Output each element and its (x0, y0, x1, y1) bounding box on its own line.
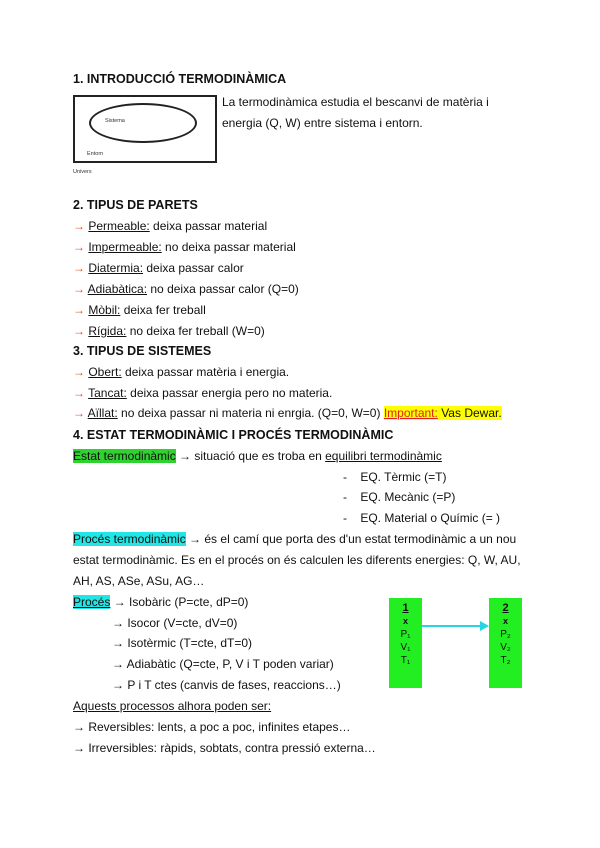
arrow-icon: → (73, 406, 88, 420)
eq-item (343, 470, 446, 484)
reversibles-line: → Reversibles: lents, a poc a poc, infinites etapes… (73, 720, 351, 734)
proces-term: Procés termodinàmic (73, 532, 186, 546)
section-2-title: 2. TIPUS DE PARETS (73, 198, 198, 212)
wall-term: Adiabàtica: (87, 282, 148, 296)
process-type: → Isotèrmic (T=cte, dT=0) (112, 636, 253, 650)
important-label: Important: (383, 406, 438, 420)
estat-definition (73, 449, 442, 463)
system-item (73, 365, 289, 379)
wall-text: no deixa fer treball (W=0) (126, 324, 265, 338)
process-type-text: → Isobàric (P=cte, dP=0) (110, 595, 249, 609)
aquests-heading: Aquests processos alhora poden ser: (73, 699, 272, 713)
wall-item (73, 240, 296, 254)
system-item (73, 406, 502, 420)
estat-term: Estat termodinàmic (73, 449, 176, 463)
eq-text: EQ. Tèrmic (=T) (360, 470, 447, 484)
system-text: no deixa passar ni materia ni enrgia. (Q=0, W=0) (117, 406, 384, 420)
system-text: deixa passar matèria i energia. (121, 365, 290, 379)
process-type: → Isocor (V=cte, dV=0) (112, 616, 238, 630)
wall-text: deixa passar material (149, 219, 268, 233)
state-1-t: T₁ (400, 655, 411, 666)
system-term: Obert: (88, 365, 122, 379)
wall-item (73, 324, 265, 338)
wall-text: no deixa passar calor (Q=0) (147, 282, 299, 296)
system-item (73, 386, 332, 400)
wall-item (73, 219, 267, 233)
wall-term: Impermeable: (88, 240, 162, 254)
state-2-t: T₂ (500, 655, 511, 666)
dash: - (343, 511, 361, 525)
important-text: Vas Dewar. (437, 406, 502, 420)
wall-term: Diatermia: (88, 261, 144, 275)
process-type (73, 595, 248, 609)
eq-text: EQ. Mecànic (=P) (360, 490, 456, 504)
section-1-title: 1. INTRODUCCIÓ TERMODINÀMICA (73, 72, 287, 86)
proces-definition (73, 532, 516, 546)
state-2-box (489, 598, 522, 688)
state-1-x: x (402, 616, 408, 626)
wall-term: Rígida: (88, 324, 127, 338)
wall-term: Mòbil: (88, 303, 121, 317)
state-2-p: P₂ (500, 629, 511, 640)
wall-text: deixa fer treball (120, 303, 206, 317)
intro-line-2: energia (Q, W) entre sistema i entorn. (222, 116, 423, 130)
section-4-title: 4. ESTAT TERMODINÀMIC I PROCÉS TERMODINÀMIC (73, 428, 394, 442)
arrow-icon: → (73, 365, 89, 379)
wall-item (73, 303, 206, 317)
state-1-v: V₁ (400, 642, 411, 653)
proces-text-3: AH, AS, ASe, ASu, AG… (73, 574, 205, 588)
state-2-v: V₂ (500, 642, 511, 653)
intro-line-1: La termodinàmica estudia el bescanvi de matèria i (222, 95, 489, 109)
wall-text: no deixa passar material (161, 240, 296, 254)
system-term: Tancat: (88, 386, 127, 400)
entorn-label: Entorn (87, 151, 104, 157)
process-arrow-icon (422, 618, 490, 634)
sistema-label: Sistema (105, 118, 125, 124)
eq-text: EQ. Material o Químic (= ) (360, 511, 501, 525)
dash: - (343, 470, 361, 484)
wall-term: Permeable: (88, 219, 150, 233)
wall-text: deixa passar calor (143, 261, 244, 275)
irreversibles-line: → Irreversibles: ràpids, sobtats, contra pressió externa… (73, 741, 376, 755)
arrow-icon: → (73, 261, 89, 275)
estat-text: → situació que es troba en (175, 449, 326, 463)
proces-text-2: estat termodinàmic. Es en el procés on és calculen les diferents energies: Q, W, AU, (73, 553, 521, 567)
equilibri-term: equilibri termodinàmic (325, 449, 442, 463)
system-term: Aïllat: (87, 406, 118, 420)
arrow-icon: → (73, 303, 89, 317)
arrow-icon: → (73, 282, 88, 296)
arrow-icon: → (73, 219, 89, 233)
section-3-title: 3. TIPUS DE SISTEMES (73, 344, 212, 358)
process-type: → Adiabàtic (Q=cte, P, V i T poden variar) (112, 657, 334, 671)
eq-item (343, 490, 455, 504)
arrow-icon: → (73, 240, 89, 254)
process-type: → P i T ctes (canvis de fases, reaccions…) (112, 678, 341, 692)
arrow-icon: → (73, 324, 89, 338)
arrow-icon: → (73, 386, 89, 400)
eq-item (343, 511, 500, 525)
state-1-p: P₁ (400, 629, 411, 640)
univers-label: Univers (73, 169, 92, 175)
state-1-number: 1 (402, 602, 409, 614)
system-diagram (73, 95, 217, 163)
dash: - (343, 490, 361, 504)
wall-item (73, 282, 299, 296)
wall-item (73, 261, 244, 275)
system-text: deixa passar energia pero no materia. (126, 386, 333, 400)
proces-text: → és el camí que porta des d'un estat termodinàmic a un nou (185, 532, 517, 546)
state-1-box (389, 598, 422, 688)
state-2-x: x (502, 616, 508, 626)
proces-short-term: Procés (73, 595, 111, 609)
state-2-number: 2 (502, 602, 509, 614)
